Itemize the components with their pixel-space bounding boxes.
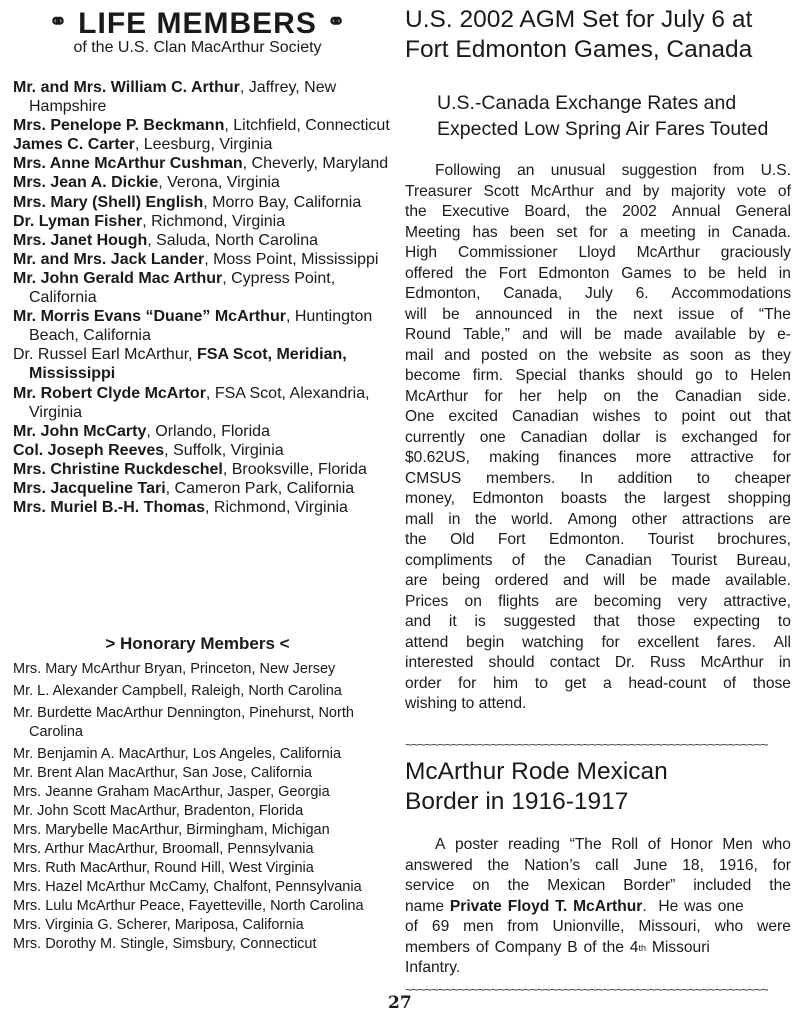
text-segment: name: [405, 897, 450, 915]
member-location: , Leesburg, Virginia: [134, 136, 273, 154]
bold-name: Private Floyd T. McArthur: [449, 897, 643, 915]
member-name: Mrs. Janet Hough: [13, 231, 148, 249]
article1-subtitle: U.S.-Canada Exchange Rates and Expected Low Spring Air Fares Touted: [437, 92, 769, 140]
text-segment: Missouri: [646, 938, 710, 956]
honorary-member-entry: Mr. Burdette MacArthur Dennington, Pinehurst, North Carolina: [13, 705, 354, 740]
article1-title: U.S. 2002 AGM Set for July 6 at Fort Edmonton Games, Canada: [405, 6, 753, 63]
honorary-member-entry: Mrs. Jeanne Graham MacArthur, Jasper, Georgia: [13, 784, 330, 800]
text-line: service on the Mexican Border” included the: [405, 877, 791, 894]
member-name: Mr. Robert Clyde McArtor: [13, 384, 206, 402]
text-line: mail and posted on the website as soon as they: [405, 346, 791, 364]
life-member-entry: [13, 498, 393, 517]
member-name: Mrs. Christine Ruckdeschel: [13, 460, 223, 478]
member-location: , FSA Scot, Alexandria, Virginia: [29, 384, 370, 421]
member-name: James C. Carter: [13, 136, 135, 154]
member-location: , Morro Bay, California: [203, 193, 362, 211]
member-location: , Saluda, North Carolina: [147, 231, 318, 249]
member-name: Mrs. Jean A. Dickie: [13, 174, 159, 192]
member-name: Mr. John McCarty: [13, 422, 147, 440]
member-location: , Huntington Beach, California: [29, 308, 373, 345]
life-member-entry: [13, 307, 393, 345]
member-name: Mrs. Muriel B.-H. Thomas: [13, 499, 206, 517]
page-number: 27: [388, 993, 412, 1013]
member-location: , Verona, Virginia: [158, 174, 280, 192]
member-location: FSA Scot, Meridian, Mississippi: [29, 346, 347, 383]
member-name: Mr. and Mrs. Jack Lander: [13, 250, 205, 268]
honorary-member-entry: Mrs. Lulu McArthur Peace, Fayetteville, North Carolina: [13, 898, 364, 914]
text-line: McArthur for her help on the Canadian side.: [405, 387, 791, 405]
text-line: of 69 men from Unionville, Missouri, who were: [405, 918, 791, 935]
member-name: Mrs. Anne McArthur Cushman: [13, 155, 243, 173]
honorary-member-entry: Mrs. Mary McArthur Bryan, Princeton, New Jersey: [13, 661, 336, 677]
text-line: become firm. Special thanks should go to Helen: [405, 367, 791, 384]
life-member-entry: [13, 345, 393, 383]
text-segment: . He was one: [642, 897, 744, 915]
text-line: are being ordered and will be made available.: [405, 572, 791, 589]
life-member-entry: [13, 384, 393, 422]
member-name: Mr. and Mrs. William C. Arthur: [13, 79, 240, 96]
divider: ~~~~~~~~~~~~~~~~~~~~~~~~~~~~~~~~~~~~~~~~~~~~~~~~~~~~~~~: [405, 982, 768, 997]
member-location: , Moss Point, Mississippi: [204, 250, 379, 268]
text-line: interested should contact Dr. Russ McArthur in: [405, 654, 791, 671]
text-line: Meeting has been set for a meeting in Canada.: [405, 223, 791, 241]
honorary-member-entry: Mrs. Dorothy M. Stingle, Simsbury, Connecticut: [13, 936, 317, 952]
life-member-entry: [13, 173, 393, 192]
member-name: Mr. Morris Evans “Duane” McArthur: [13, 308, 286, 326]
life-member-entry: [13, 479, 393, 498]
member-location: , Suffolk, Virginia: [164, 441, 284, 459]
member-location: , Cheverly, Maryland: [242, 155, 389, 173]
text-line: attend begin watching for excellent fares. All: [405, 633, 791, 651]
life-members-heading: ⚭ LIFE MEMBERS ⚭: [0, 4, 395, 42]
honorary-member-entry: Mrs. Virginia G. Scherer, Mariposa, California: [13, 917, 304, 933]
life-member-entry: [13, 154, 393, 173]
honorary-member-entry: Mr. L. Alexander Campbell, Raleigh, North Carolina: [13, 683, 342, 699]
text-line: order for him to get a head-count of those: [405, 674, 791, 692]
article2-title: McArthur Rode Mexican Border in 1916-1917: [405, 758, 668, 815]
life-member-entry: [13, 460, 393, 479]
member-name: Dr. Russel Earl McArthur,: [13, 346, 198, 364]
honorary-members-list: [13, 660, 393, 954]
text-line: the Executive Board, the 2002 Annual General: [405, 203, 791, 220]
text-line: A poster reading “The Roll of Honor Men who: [435, 836, 791, 853]
text-line: Round Table,” and will be made available by e-: [405, 326, 791, 343]
life-member-entry: [13, 422, 393, 441]
text-line: currently one Canadian dollar is exchanged for: [405, 428, 791, 446]
honorary-member-entry: Mrs. Hazel McArthur McCamy, Chalfont, Pennsylvania: [13, 879, 362, 895]
text-line: $0.62US, making finances more attractive for: [405, 449, 791, 466]
text-line: [405, 938, 791, 959]
member-name: Mrs. Jacqueline Tari: [13, 479, 166, 497]
honorary-member-entry: Mrs. Arthur MacArthur, Broomall, Pennsylvania: [13, 841, 314, 857]
life-member-entry: [13, 250, 393, 269]
member-location: , Brooksville, Florida: [222, 460, 367, 478]
text-line: Following an unusual suggestion from U.S.: [435, 162, 791, 179]
medal-icon: ⚭: [326, 9, 347, 34]
honorary-member-entry: Mr. Benjamin A. MacArthur, Los Angeles, California: [13, 746, 342, 762]
member-location: , Cypress Point, California: [29, 269, 336, 307]
life-members-list: [13, 78, 393, 517]
text-line: Edmonton, Canada, July 6. Accommodations: [405, 285, 791, 302]
honorary-member-entry: Mr. Brent Alan MacArthur, San Jose, California: [13, 765, 312, 781]
text-line: money, Edmonton boasts the largest shopping: [405, 490, 791, 507]
text-segment: members of Company B of the 4: [405, 938, 639, 956]
text-line: wishing to attend.: [405, 695, 527, 712]
member-name: Mrs. Mary (Shell) English: [13, 193, 204, 211]
text-line: answered the Nation’s call June 18, 1916, for: [405, 856, 791, 874]
honorary-member-entry: Mr. John Scott MacArthur, Bradenton, Florida: [13, 803, 304, 819]
text-line: mall in the world. Among other attractions are: [405, 510, 791, 528]
text-line: will be announced in the next issue of “The: [405, 305, 791, 323]
honorary-member-entry: Mrs. Marybelle MacArthur, Birmingham, Michigan: [13, 822, 330, 838]
text-line: and it is suggested that those expecting to: [405, 613, 791, 630]
text-line: offered the Fort Edmonton Games to be held in: [405, 264, 791, 282]
text-line: Treasurer Scott McArthur and by majority vote of: [405, 182, 791, 200]
text-segment: th: [638, 942, 646, 953]
member-location: , Litchfield, Connecticut: [224, 117, 390, 135]
text-line: compliments of the Canadian Tourist Bureau,: [405, 551, 791, 569]
member-location: , Jaffrey, New Hampshire: [29, 79, 337, 116]
life-member-entry: [13, 116, 393, 135]
life-member-entry: [13, 231, 393, 250]
life-members-subtitle: of the U.S. Clan MacArthur Society: [73, 39, 322, 56]
honorary-members-heading: > Honorary Members <: [105, 634, 290, 653]
text-line: [405, 897, 791, 918]
medal-icon: ⚭: [48, 9, 69, 34]
text-line: Infantry.: [405, 959, 461, 976]
member-name: Dr. Lyman Fisher: [13, 212, 143, 230]
member-location: , Cameron Park, California: [165, 479, 355, 497]
divider: ~~~~~~~~~~~~~~~~~~~~~~~~~~~~~~~~~~~~~~~~~~~~~~~~~~~~~~~: [405, 737, 768, 752]
life-member-entry: [13, 78, 393, 116]
text-line: High Commissioner Lloyd McArthur graciously: [405, 244, 791, 261]
member-name: Mr. John Gerald Mac Arthur: [13, 269, 223, 287]
text-line: Prices on flights are becoming very attractive,: [405, 592, 791, 610]
life-member-entry: [13, 269, 393, 307]
text-line: One excited Canadian wishes to point out that: [405, 408, 791, 425]
text-line: CMSUS members. In addition to cheaper: [405, 469, 791, 487]
life-member-entry: [13, 135, 393, 154]
member-location: , Richmond, Virginia: [142, 212, 286, 230]
life-member-entry: [13, 193, 393, 212]
life-member-entry: [13, 212, 393, 231]
article2-body: [405, 835, 791, 979]
member-location: , Orlando, Florida: [146, 422, 270, 440]
member-location: , Richmond, Virginia: [205, 499, 348, 517]
life-member-entry: [13, 441, 393, 460]
member-name: Col. Joseph Reeves: [13, 441, 165, 459]
article1-body: [405, 161, 791, 715]
member-name: Mrs. Penelope P. Beckmann: [13, 117, 225, 135]
honorary-member-entry: Mrs. Ruth MacArthur, Round Hill, West Virginia: [13, 860, 314, 876]
text-line: the Old Fort Edmonton. Tourist brochures,: [405, 531, 791, 548]
